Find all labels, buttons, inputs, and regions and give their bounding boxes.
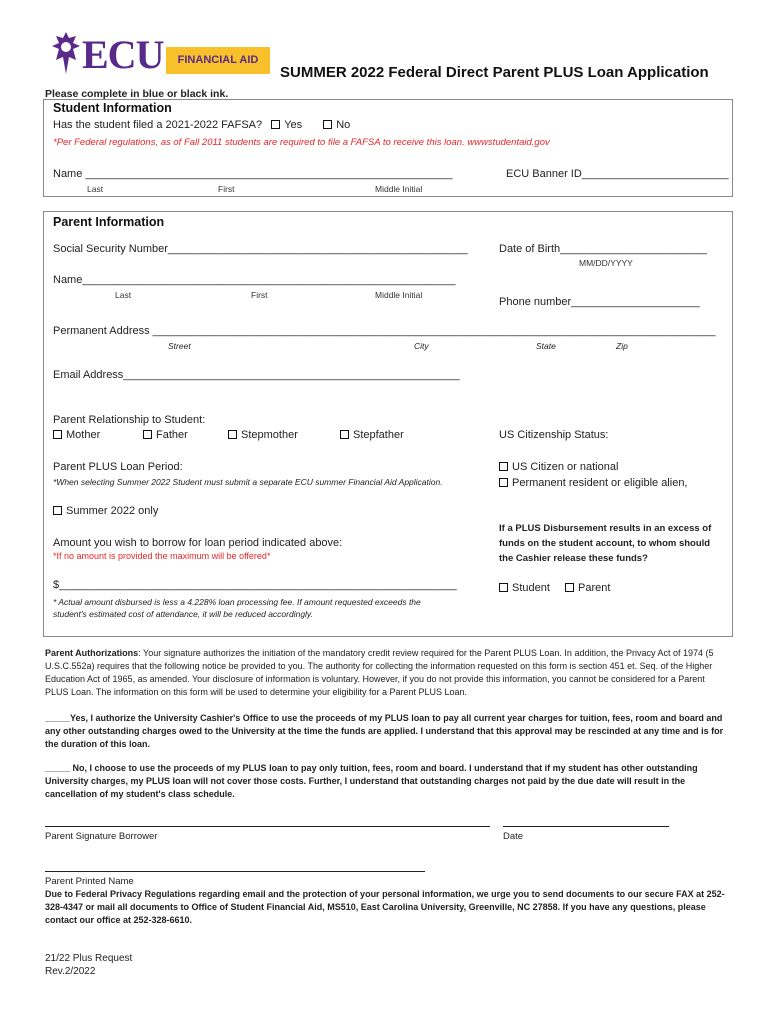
excess-question-3: the Cashier release these funds? — [499, 553, 648, 564]
student-name-field[interactable]: Name ____________________________________________________________ — [53, 168, 453, 180]
relationship-stepmother — [228, 429, 298, 441]
phone-field[interactable]: Phone number_____________________ — [499, 296, 700, 308]
summer-2022-label: Summer 2022 only — [66, 505, 159, 517]
fafsa-no-checkbox[interactable] — [323, 120, 332, 129]
amount-note: *If no amount is provided the maximum will be offered* — [53, 551, 271, 561]
dob-field[interactable]: Date of Birth________________________ — [499, 243, 707, 255]
stepfather-checkbox[interactable] — [340, 430, 349, 439]
form-id: 21/22 Plus Request — [45, 953, 133, 964]
mother-label: Mother — [66, 429, 101, 441]
citizen-option — [499, 461, 618, 473]
ssn-field[interactable]: Social Security Number_________________________________________________ — [53, 243, 468, 255]
summer-2022-checkbox[interactable] — [53, 506, 62, 515]
loan-period-label: Parent PLUS Loan Period: — [53, 461, 183, 473]
fafsa-question-text: Has the student filed a 2021-2022 FAFSA? — [53, 119, 263, 131]
release-student-label: Student — [512, 582, 550, 594]
excess-question-2: funds on the student account, to whom should — [499, 538, 711, 549]
authorization-lead: Parent Authorizations — [45, 648, 139, 658]
father-label: Father — [156, 429, 188, 441]
city-caption: City — [414, 341, 429, 351]
fafsa-yes-checkbox[interactable] — [271, 120, 280, 129]
relationship-label: Parent Relationship to Student: — [53, 414, 206, 426]
authorization-paragraph — [45, 647, 727, 699]
date-line[interactable] — [503, 826, 669, 827]
excess-question-1: If a PLUS Disbursement results in an excess of — [499, 523, 712, 534]
amount-field[interactable]: $_________________________________________________________________ — [53, 579, 457, 591]
father-checkbox[interactable] — [143, 430, 152, 439]
authorize-no-statement[interactable]: _____ No, I choose to use the proceeds of my PLUS loan to pay only tuition, fees, room and board. I understand that if my student has other outstanding University charges, my PLUS loan will not cover those costs. Further, I understand that outstanding charges not paid by the due date will result in the cancellation of my student's class schedule. — [45, 763, 698, 799]
student-last-caption: Last — [87, 184, 104, 194]
ecu-pirate-logo-icon — [50, 30, 82, 76]
page-title: SUMMER 2022 Federal Direct Parent PLUS Loan Application — [280, 64, 709, 81]
date-label: Date — [503, 831, 524, 842]
printed-name-line[interactable] — [45, 871, 425, 872]
release-student-checkbox[interactable] — [499, 583, 508, 592]
parent-info-heading: Parent Information — [53, 215, 165, 229]
mother-checkbox[interactable] — [53, 430, 62, 439]
amount-label: Amount you wish to borrow for loan period indicated above: — [53, 537, 343, 549]
authorize-yes-statement[interactable]: _____Yes, I authorize the University Cashier's Office to use the proceeds of my PLUS loan to pay all current year charges for tuition, fees, room and board and any other outstanding charges owed to the University at the time the funds are applied. I understand that this approval may be rescinded at any time and is for the duration of this loan. — [45, 713, 724, 749]
parent-name-field[interactable]: Name_____________________________________________________________ — [53, 274, 456, 286]
email-field[interactable]: Email Address_______________________________________________________ — [53, 369, 460, 381]
financial-aid-badge: FINANCIAL AID — [166, 47, 270, 74]
printed-name-label: Parent Printed Name — [45, 876, 134, 887]
release-student-option — [499, 582, 550, 594]
fafsa-no-label: No — [336, 119, 351, 131]
summer-option — [53, 505, 158, 517]
citizenship-label: US Citizenship Status: — [499, 429, 609, 441]
relationship-stepfather — [340, 429, 404, 441]
signature-line[interactable] — [45, 826, 490, 827]
dob-format-caption: MM/DD/YYYY — [579, 258, 633, 268]
relationship-mother — [53, 429, 100, 441]
form-revision: Rev.2/2022 — [45, 966, 96, 977]
state-caption: State — [536, 341, 556, 351]
stepmother-checkbox[interactable] — [228, 430, 237, 439]
ink-instruction: Please complete in blue or black ink. — [45, 88, 229, 100]
stepmother-label: Stepmother — [241, 429, 298, 441]
fafsa-note: *Per Federal regulations, as of Fall 2011 students are required to file a FAFSA to receive this loan. wwwstudentaid.gov — [53, 137, 550, 148]
fafsa-question — [53, 119, 350, 131]
citizen-checkbox[interactable] — [499, 462, 508, 471]
zip-caption: Zip — [616, 341, 628, 351]
fee-note-line1: * Actual amount disbursed is less a 4.228% loan processing fee. If amount requested exceeds the — [53, 597, 421, 607]
release-parent-option — [565, 582, 610, 594]
authorization-text: : Your signature authorizes the initiation of the mandatory credit review required for the Parent PLUS Loan. In addition, the Privacy Act of 1974 (5 U.S.C.552a) requires that the following notice be provided to you. The authority for collecting the information requested on this form is section 451 et. Seq. of the Higher Education Act of 1965, as amended. Your disclosure of information is voluntary. However, if you do not provide this information, you cannot be considered for a Parent PLUS Loan. The information on this form will be used to determine your eligibility for a Parent PLUS Loan. — [45, 648, 714, 697]
student-first-caption: First — [218, 184, 235, 194]
parent-middle-caption: Middle Initial — [375, 290, 423, 300]
privacy-notice: Due to Federal Privacy Regulations regarding email and the protection of your personal information, we urge you to send documents to our secure FAX at 252-328-4347 or mail all documents to Office of Student Financial Aid, MS510, East Carolina University, Greenville, NC 27858. If you have any questions, please contact our office at 252-328-6610. — [45, 889, 725, 925]
release-parent-label: Parent — [578, 582, 611, 594]
student-info-heading: Student Information — [53, 101, 172, 115]
resident-label: Permanent resident or eligible alien, — [512, 477, 688, 489]
fee-note-line2: student's estimated cost of attendance, it will be reduced accordingly. — [53, 609, 313, 619]
resident-checkbox[interactable] — [499, 478, 508, 487]
parent-first-caption: First — [251, 290, 268, 300]
ecu-logo-text: ECU — [82, 32, 164, 77]
ecu-banner-id-field[interactable]: ECU Banner ID________________________ — [506, 168, 729, 180]
loan-period-note: *When selecting Summer 2022 Student must submit a separate ECU summer Financial Aid Application. — [53, 477, 443, 487]
resident-option — [499, 477, 688, 489]
relationship-father — [143, 429, 188, 441]
parent-last-caption: Last — [115, 290, 132, 300]
stepfather-label: Stepfather — [353, 429, 404, 441]
citizen-label: US Citizen or national — [512, 461, 619, 473]
fafsa-yes-label: Yes — [284, 119, 303, 131]
street-caption: Street — [168, 341, 191, 351]
student-middle-caption: Middle Initial — [375, 184, 423, 194]
signature-label: Parent Signature Borrower — [45, 831, 158, 842]
release-parent-checkbox[interactable] — [565, 583, 574, 592]
permanent-address-field[interactable]: Permanent Address ____________________________________________________________________________________________ — [53, 325, 716, 337]
